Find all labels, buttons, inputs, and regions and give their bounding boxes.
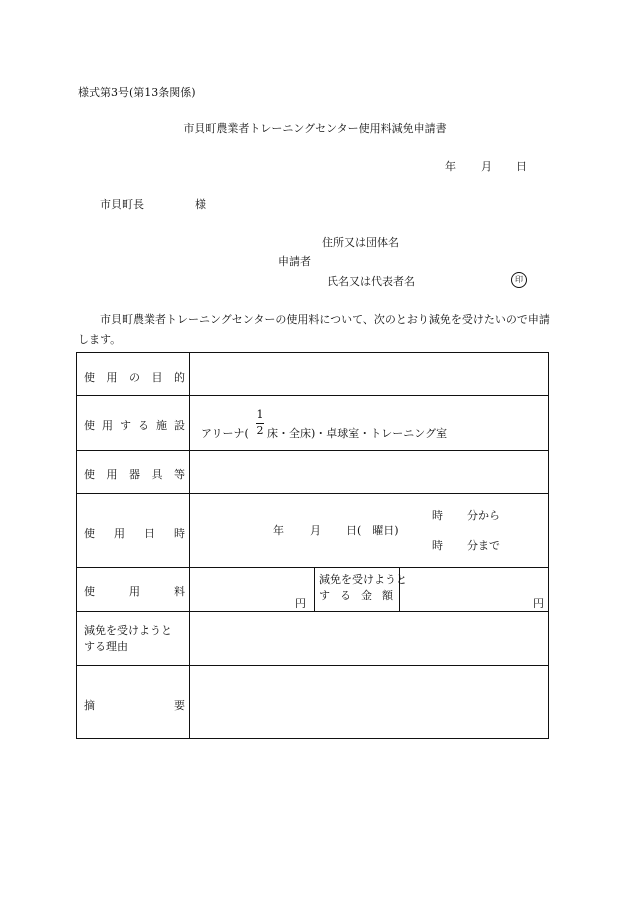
applicant-label: 申請者: [278, 255, 311, 268]
address-label: 住所又は団体名: [322, 236, 399, 249]
time-from-minute: 分から: [467, 509, 500, 522]
fraction-denominator: 2: [256, 424, 264, 437]
reason-field[interactable]: [190, 612, 548, 665]
time-to-minute: 分まで: [467, 539, 500, 552]
datetime-day-weekday: 日( 曜日): [346, 524, 399, 537]
seal-mark: 印: [511, 272, 527, 288]
exempt-amount-field[interactable]: [400, 568, 548, 611]
datetime-month: 月: [310, 524, 321, 537]
addressee: 市貝町長: [100, 198, 144, 211]
time-from-hour: 時: [432, 509, 443, 522]
exempt-yen-unit: 円: [533, 597, 544, 610]
time-to-hour: 時: [432, 539, 443, 552]
date-month-label: 月: [481, 160, 492, 173]
exempt-amount-label-line2: す る 金 額: [319, 589, 393, 602]
fee-yen-unit: 円: [295, 597, 306, 610]
fraction-numerator: 1: [256, 408, 264, 421]
exempt-amount-label-line1: 減免を受けようと: [319, 573, 407, 586]
purpose-label: 使 用 の 目 的: [84, 371, 185, 384]
intro-text: 市貝町農業者トレーニングセンターの使用料について、次のとおり減免を受けたいので申請します。: [78, 313, 550, 346]
reason-label-line2: する理由: [84, 640, 128, 653]
date-day-label: 日: [516, 160, 527, 173]
equipment-label: 使 用 器 具 等: [84, 468, 185, 481]
fee-label: 使 用 料: [84, 585, 185, 598]
datetime-year: 年: [273, 524, 284, 537]
facility-options: 床・全床)・卓球室・トレーニング室: [267, 427, 448, 440]
date-year-label: 年: [445, 160, 456, 173]
name-label: 氏名又は代表者名: [327, 275, 415, 288]
reason-label-line1: 減免を受けようと: [84, 624, 172, 637]
form-title: 市貝町農業者トレーニングセンター使用料減免申請書: [183, 122, 447, 135]
application-table: [76, 352, 549, 739]
facility-label: 使 用 す る 施 設: [84, 419, 185, 432]
purpose-field[interactable]: [190, 353, 548, 395]
facility-prefix: アリーナ(: [201, 427, 249, 440]
honorific: 様: [195, 198, 206, 211]
datetime-label: 使 用 日 時: [84, 527, 185, 540]
equipment-field[interactable]: [190, 451, 548, 493]
form-number: 様式第3号(第13条関係): [78, 86, 196, 99]
remarks-label: 摘 要: [84, 699, 185, 712]
remarks-field[interactable]: [190, 666, 548, 738]
